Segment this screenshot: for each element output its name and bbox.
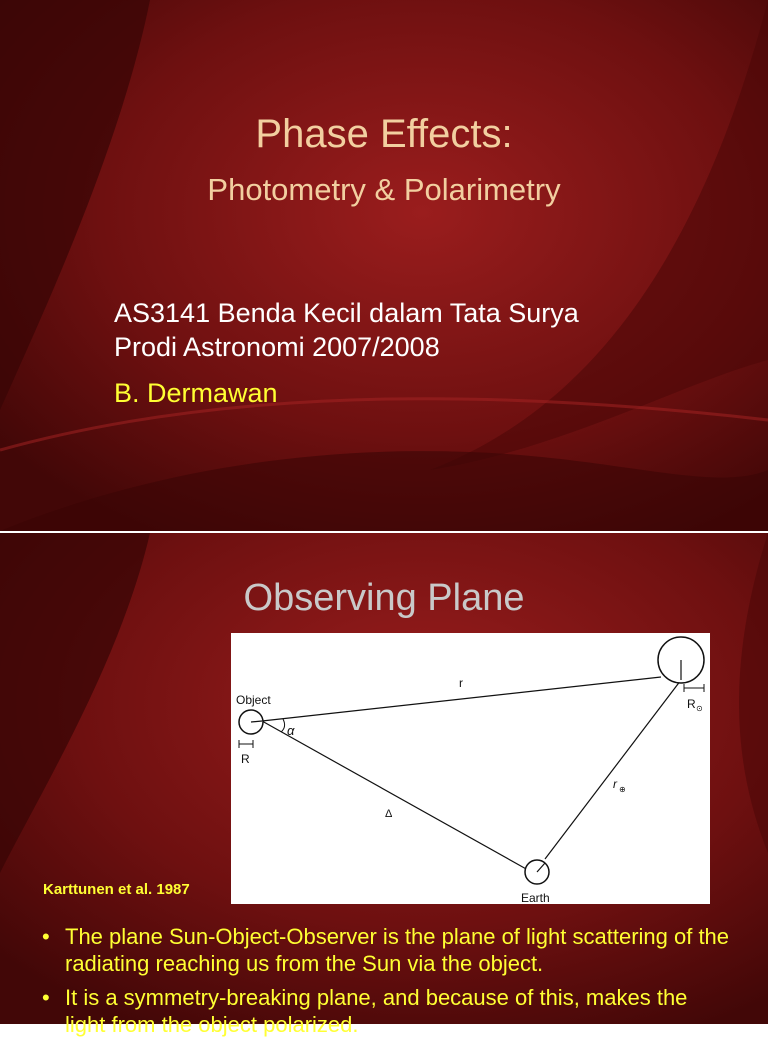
observing-plane-slide — [0, 533, 768, 1037]
label-r: r — [459, 676, 463, 690]
bullet-list — [42, 923, 732, 1045]
bullet-text: The plane Sun-Object-Observer is the plane of light scattering of the radiating reaching us from the Sun via the object. — [65, 924, 730, 976]
label-R-sun-sub: ⊙ — [696, 704, 703, 713]
label-delta: Δ — [385, 808, 393, 820]
bullet-dot-icon: • — [42, 924, 50, 949]
figure-caption: Karttunen et al. 1987 — [43, 881, 190, 898]
bullet-dot-icon: • — [42, 985, 50, 1010]
diagram-svg — [231, 633, 710, 904]
course-line: AS3141 Benda Kecil dalam Tata Surya — [114, 298, 579, 328]
observing-plane-diagram — [231, 633, 710, 904]
label-R: R — [241, 752, 250, 766]
slide-title: Phase Effects: — [255, 112, 513, 156]
bullet-item — [42, 923, 732, 977]
label-r-earth: r — [613, 777, 617, 791]
label-alpha: α — [287, 723, 295, 738]
bullet-item — [42, 984, 732, 1038]
course-info — [114, 296, 579, 364]
author-name: B. Dermawan — [114, 378, 278, 408]
label-object: Object — [236, 693, 271, 707]
slide-subtitle: Photometry & Polarimetry — [207, 172, 561, 207]
line-object-earth — [262, 721, 528, 870]
bullet-text: It is a symmetry-breaking plane, and because of this, makes the light from the object polarized. — [65, 985, 688, 1037]
line-sun-earth — [545, 680, 681, 859]
slide-title: Observing Plane — [243, 577, 525, 619]
label-r-earth-sub: ⊕ — [619, 785, 626, 794]
program-line: Prodi Astronomi 2007/2008 — [114, 332, 440, 362]
label-R-sun: R — [687, 697, 696, 711]
label-earth: Earth — [521, 891, 550, 905]
